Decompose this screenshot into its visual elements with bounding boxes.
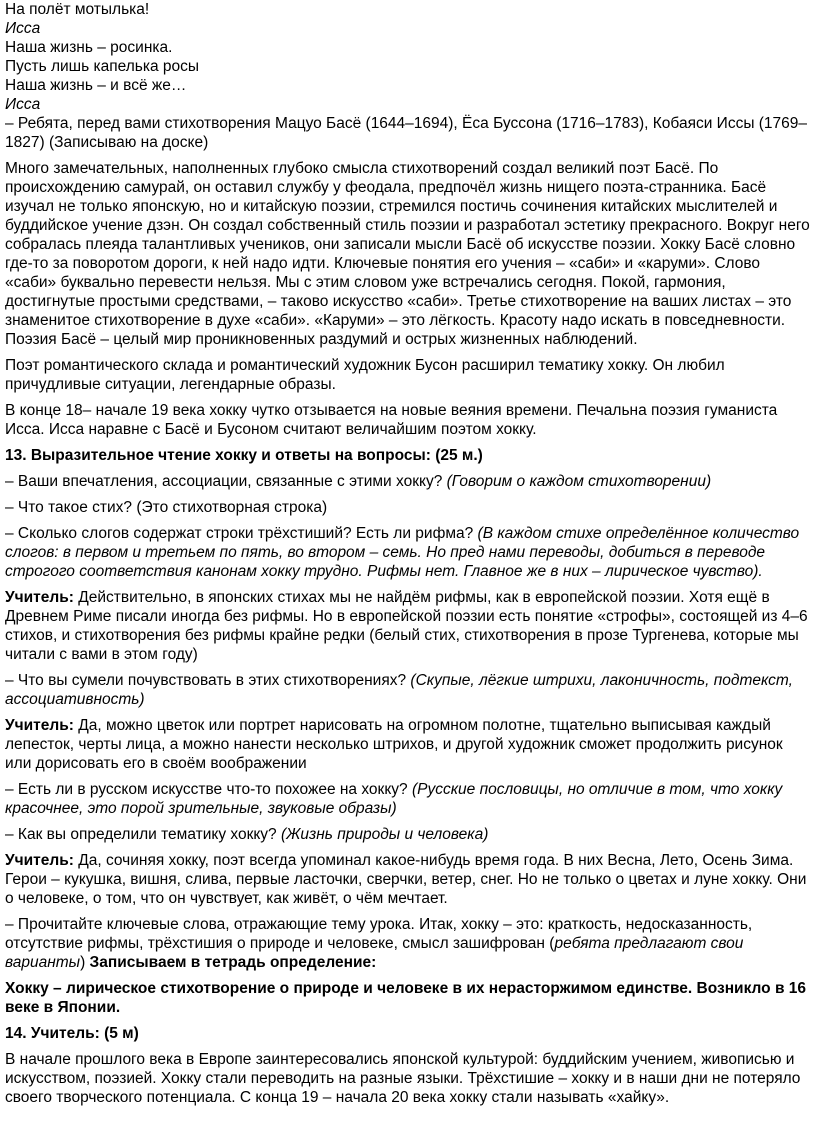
paragraph-buson: Поэт романтического склада и романтический художник Бусон расширил тематику хокку. Он любил причудливые ситуации, легендарные образы.: [5, 357, 725, 393]
poem-line: На полёт мотылька!: [5, 1, 150, 18]
teacher-text: Действительно, в японских стихах мы не найдём рифмы, как в европейской поэзии. Хотя ещё в Древнем Риме писали иногда без рифмы. Но в европейской поэзии есть понятие «строфы», состоящей из 4–6 стихов, и стихотворения без рифмы крайне редки (белый стих, стихотворения в прозе Тургенева, которые мы читали с вами в этом году): [5, 589, 808, 663]
answer-text: (Жизнь природы и человека): [281, 826, 489, 843]
teacher-text: Да, сочиняя хокку, поэт всегда упоминал какое-нибудь время года. В них Весна, Лето, Осень Зима. Герои – кукушка, вишня, слива, первые ласточки, сверчки, ветер, снег. Но не только о цветах и луне хокку. Они о человеке, о том, что он чувствует, как живёт, о чём мечтает.: [5, 852, 807, 907]
question-7: [5, 915, 812, 972]
question-6: [5, 825, 812, 844]
question-text: – Есть ли в русском искусстве что-то похожее на хокку?: [5, 781, 408, 798]
teacher-remark-2: [5, 716, 812, 773]
teacher-remark-3: [5, 851, 812, 908]
intro-paragraph: – Ребята, перед вами стихотворения Мацуо Басё (1644–1694), Ёса Буссона (1716–1783), Кобаяси Иссы (1769–1827) (Записываю на доске): [5, 115, 808, 151]
question-5: [5, 780, 812, 818]
question-text: – Ваши впечатления, ассоциации, связанные с этими хокку?: [5, 473, 443, 490]
answer-text: (Говорим о каждом стихотворении): [446, 473, 712, 490]
question-text: – Как вы определили тематику хокку?: [5, 826, 277, 843]
question-text: – Сколько слогов содержат строки трёхстиший? Есть ли рифма?: [5, 525, 474, 542]
section-heading-14: 14. Учитель: (5 м): [5, 1025, 139, 1042]
question-text: – Что такое стих? (Это стихотворная строка): [5, 499, 328, 516]
question-4: [5, 671, 812, 709]
question-text: – Прочитайте ключевые слова, отражающие тему урока. Итак, хокку – это: краткость, недосказанность, отсутствие рифмы, трёхстишия о природе и человеке, смысл зашифрован (: [5, 916, 753, 952]
question-2: [5, 498, 812, 517]
question-tail: ): [80, 954, 90, 971]
haiku-definition: Хокку – лирическое стихотворение о природе и человеке в их нерасторжимом единстве. Возникло в 16 веке в Японии.: [5, 980, 807, 1016]
answer-text: (В каждом стихе определённое количество слогов: в первом и третьем по пять, во втором – семь. Но пред нами переводы, добиться в переводе строгого соответствия канонам хокку трудно. Рифмы нет. Главное же в них – лирическое чувство).: [5, 525, 800, 580]
teacher-label: Учитель:: [5, 589, 74, 606]
teacher-label: Учитель:: [5, 717, 74, 734]
poem-line: Пусть лишь капелька росы: [5, 58, 200, 75]
poem-line: Наша жизнь – и всё же…: [5, 77, 187, 94]
teacher-text: Да, можно цветок или портрет нарисовать на огромном полотне, тщательно выписывая каждый лепесток, черты лица, а можно нанести несколько штрихов, и другой художник сможет продолжить рисунок или дорисовать его в своём воображении: [5, 717, 783, 772]
question-3: [5, 524, 812, 581]
section-heading-13: 13. Выразительное чтение хокку и ответы на вопросы: (25 м.): [5, 447, 483, 464]
answer-text: (Скупые, лёгкие штрихи, лаконичность, подтекст, ассоциативность): [5, 672, 793, 708]
question-1: [5, 472, 812, 491]
poem-author: Исса: [5, 20, 41, 37]
teacher-remark-1: [5, 588, 812, 664]
paragraph-final: В начале прошлого века в Европе заинтересовались японской культурой: буддийским учением, живописью и искусством, поэзией. Хокку стали переводить на разные языки. Трёхстишие – хокку и в наши дни не потеряло своего творческого потенциала. С конца 19 – начала 20 века хокку стали называть «хайку».: [5, 1051, 801, 1106]
answer-text: (Русские пословицы, но отличие в том, что хокку красочнее, это порой зрительные, звуковые образы): [5, 781, 783, 817]
poem-line: Наша жизнь – росинка.: [5, 39, 173, 56]
answer-text: ребята предлагают свои варианты: [5, 935, 744, 971]
question-text: – Что вы сумели почувствовать в этих стихотворениях?: [5, 672, 407, 689]
paragraph-issa: В конце 18– начале 19 века хокку чутко отзывается на новые веяния времени. Печальна поэзия гуманиста Исса. Исса наравне с Басё и Бусоном считают величайшим поэтом хокку.: [5, 402, 778, 438]
notebook-instruction: Записываем в тетрадь определение:: [89, 954, 377, 971]
paragraph-basho: Много замечательных, наполненных глубоко смысла стихотворений создал великий поэт Басё. По происхождению самурай, он оставил службу у феодала, предпочёл жизнь нищего поэта-странника. Басё изучал не только японскую, но и китайскую поэзии, стремился постичь сочинения китайских мыслителей и буддийское учение дзэн. Он создал собственный стиль поэзии и разработал эстетику прекрасного. Вокруг него собралась плеяда талантливых учеников, они записали мысли Басё об искусстве поэзии. Хокку Басё словно где-то за поворотом дороги, к ней надо идти. Ключевые понятия его учения – «саби» и «каруми». Слово «саби» буквально перевести нельзя. Мы с этим словом уже встречались сегодня. Покой, гармония, достигнутые простыми средствами, – таково искусство «саби». Третье стихотворение на ваших листах – это знаменитое стихотворение в духе «саби». «Каруми» – это лёгкость. Красоту надо искать в повседневности. Поэзия Басё – целый мир проникновенных раздумий и острых жизненных наблюдений.: [5, 160, 810, 348]
teacher-label: Учитель:: [5, 852, 74, 869]
poem-author: Исса: [5, 96, 41, 113]
